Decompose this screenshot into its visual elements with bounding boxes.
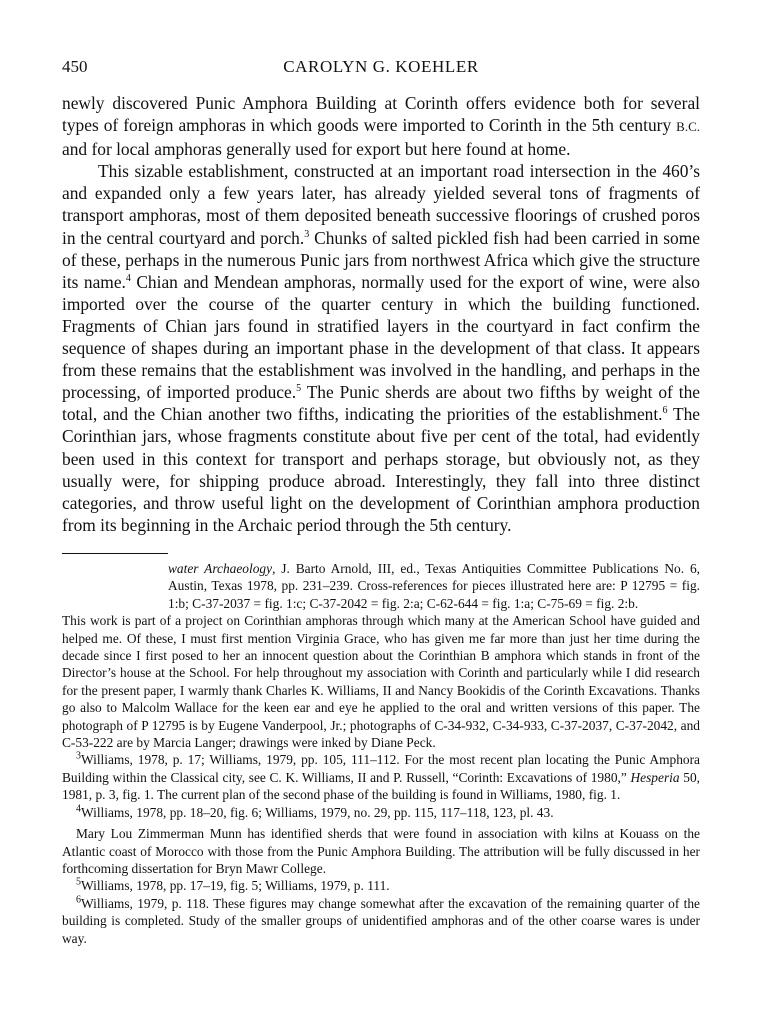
- footnote-4-continuation: Mary Lou Zimmerman Munn has identified sherds that were found in association with kilns at Kouass on the Atlantic coast of Morocco with those from the Punic Amphora Building. The attribution will be fully discussed in her forthcoming dissertation for Bryn Mawr College.: [62, 826, 700, 876]
- p2-sentence-3: Chian and Mendean amphoras, normally used for the export of wine, were also imported over the course of the quarter century in which the building functioned. Fragments of Chian jars found in stratified layers in the courtyard in fact confirm the sequence of shapes during an important phase in the development of that class. It appears from these remains that the establishment was involved in the handling, and perhaps in the processing, of imported produce.: [62, 271, 700, 403]
- footnote-3: [62, 751, 700, 803]
- footnote-3-journal: Hesperia: [630, 769, 680, 785]
- footnotes: [62, 560, 700, 947]
- p1-era-abbrev: B.C.: [676, 119, 700, 135]
- footnote-ref-5: 5: [296, 383, 302, 395]
- paragraph-1: [62, 92, 700, 160]
- p2-sentence-5: The Corinthian jars, whose fragments constitute about five per cent of the total, had evidently been used in this context for transport and perhaps storage, but obviously not, as they usually were, for shipping produce abroad. Interestingly, they fall into three distinct categories, and throw useful light on the development of Corinthian amphora production from its beginning in the Archaic period through the 5th century.: [62, 404, 701, 535]
- page-header: [62, 56, 700, 78]
- footnote-6-text: Williams, 1979, p. 118. These figures may change somewhat after the excavation of the remaining quarter of the building is completed. Study of the smaller groups of unidentified amphoras and of the other coarse wares is under way.: [62, 895, 700, 946]
- footnote-ref-6: 6: [662, 405, 668, 417]
- footnote-3-text-b: 50, 1981, p. 3, fig. 1. The current plan of the second phase of the building is found in Williams, 1980, fig. 1.: [62, 769, 700, 803]
- acknowledgment-note: This work is part of a project on Corinthian amphoras through which many at the American School have guided and helped me. Of these, I must first mention Virginia Grace, who has given me far more than just her time during the decade since I first posed to her an innocent question about the Corinthian B amphora which stands in front of the Director’s house at the School. For help throughout my association with Corinth and particularly while I did research for the present paper, I warmly thank Charles K. Williams, II and Nancy Bookidis of the Corinth Excavations. Thanks go also to Malcolm Wallace for the keen ear and eye he applied to the oral and written versions of this paper. The photograph of P 12795 is by Eugene Vanderpool, Jr.; photographs of C-34-932, C-34-933, C-37-2037, C-37-2042, and C-53-222 are by Marcia Langer; drawings were inked by Diane Peck.: [62, 613, 700, 751]
- footnote-ref-4: 4: [125, 272, 131, 284]
- running-head: CAROLYN G. KOEHLER: [283, 57, 479, 76]
- footnote-6-number: 6: [76, 894, 81, 906]
- footnote-4: [62, 804, 700, 821]
- footnote-5-text: Williams, 1978, pp. 17–19, fig. 5; Williams, 1979, p. 111.: [81, 878, 390, 894]
- continuation-text: , J. Barto Arnold, III, ed., Texas Antiquities Committee Publications No. 6, Austin, Texas 1978, pp. 231–239. Cross-references for pieces illustrated here are: P 12795 = fig. 1:b; C-37-2037 = fig. 1:c; C-37-2042 = fig. 2:a; C-62-644 = fig. 1:a; C-75-69 = fig. 2:b.: [168, 561, 700, 611]
- paragraph-2: [62, 160, 700, 536]
- footnote-ref-3: 3: [304, 228, 310, 240]
- p2-sentence-2: Chunks of salted pickled fish had been carried in some of these, perhaps in the numerous Punic jars from northwest Africa which give the structure its name.: [62, 227, 700, 292]
- main-text: [62, 92, 700, 536]
- footnote-6: [62, 895, 700, 947]
- p1-text-b: and for local amphoras generally used for export but here found at home.: [62, 139, 571, 160]
- footnote-continuation: [168, 560, 700, 612]
- footnote-3-text-a: Williams, 1978, p. 17; Williams, 1979, pp. 105, 111–112. For the most recent plan locating the Punic Amphora Building within the Classical city, see C. K. Williams, II and P. Russell, “Corinth: Excavations of 1980,”: [62, 752, 700, 785]
- footnote-4-number: 4: [76, 803, 81, 815]
- p2-sentence-4: The Punic sherds are about two fifths by weight of the total, and the Chian another two fifths, indicating the priorities of the establishment.: [62, 382, 700, 425]
- footnote-3-number: 3: [76, 751, 81, 762]
- page-number: 450: [62, 57, 88, 76]
- footnote-divider: [62, 553, 168, 554]
- footnote-5-number: 5: [76, 876, 81, 888]
- p2-sentence-1: This sizable establishment, constructed at an important road intersection in the 460’s and expanded only a few years later, has already yielded several tons of fragments of transport amphoras, most of them deposited beneath successive floorings of crushed poros in the central courtyard and porch.: [62, 161, 700, 248]
- footnote-5: [62, 877, 700, 894]
- continuation-italic-title: water Archaeology: [168, 561, 273, 576]
- footnote-4-text: Williams, 1978, pp. 18–20, fig. 6; Williams, 1979, no. 29, pp. 115, 117–118, 123, pl. 43.: [81, 804, 554, 820]
- p1-text-a: newly discovered Punic Amphora Building at Corinth offers evidence both for several types of foreign amphoras in which goods were imported to Corinth in the 5th century: [62, 93, 700, 136]
